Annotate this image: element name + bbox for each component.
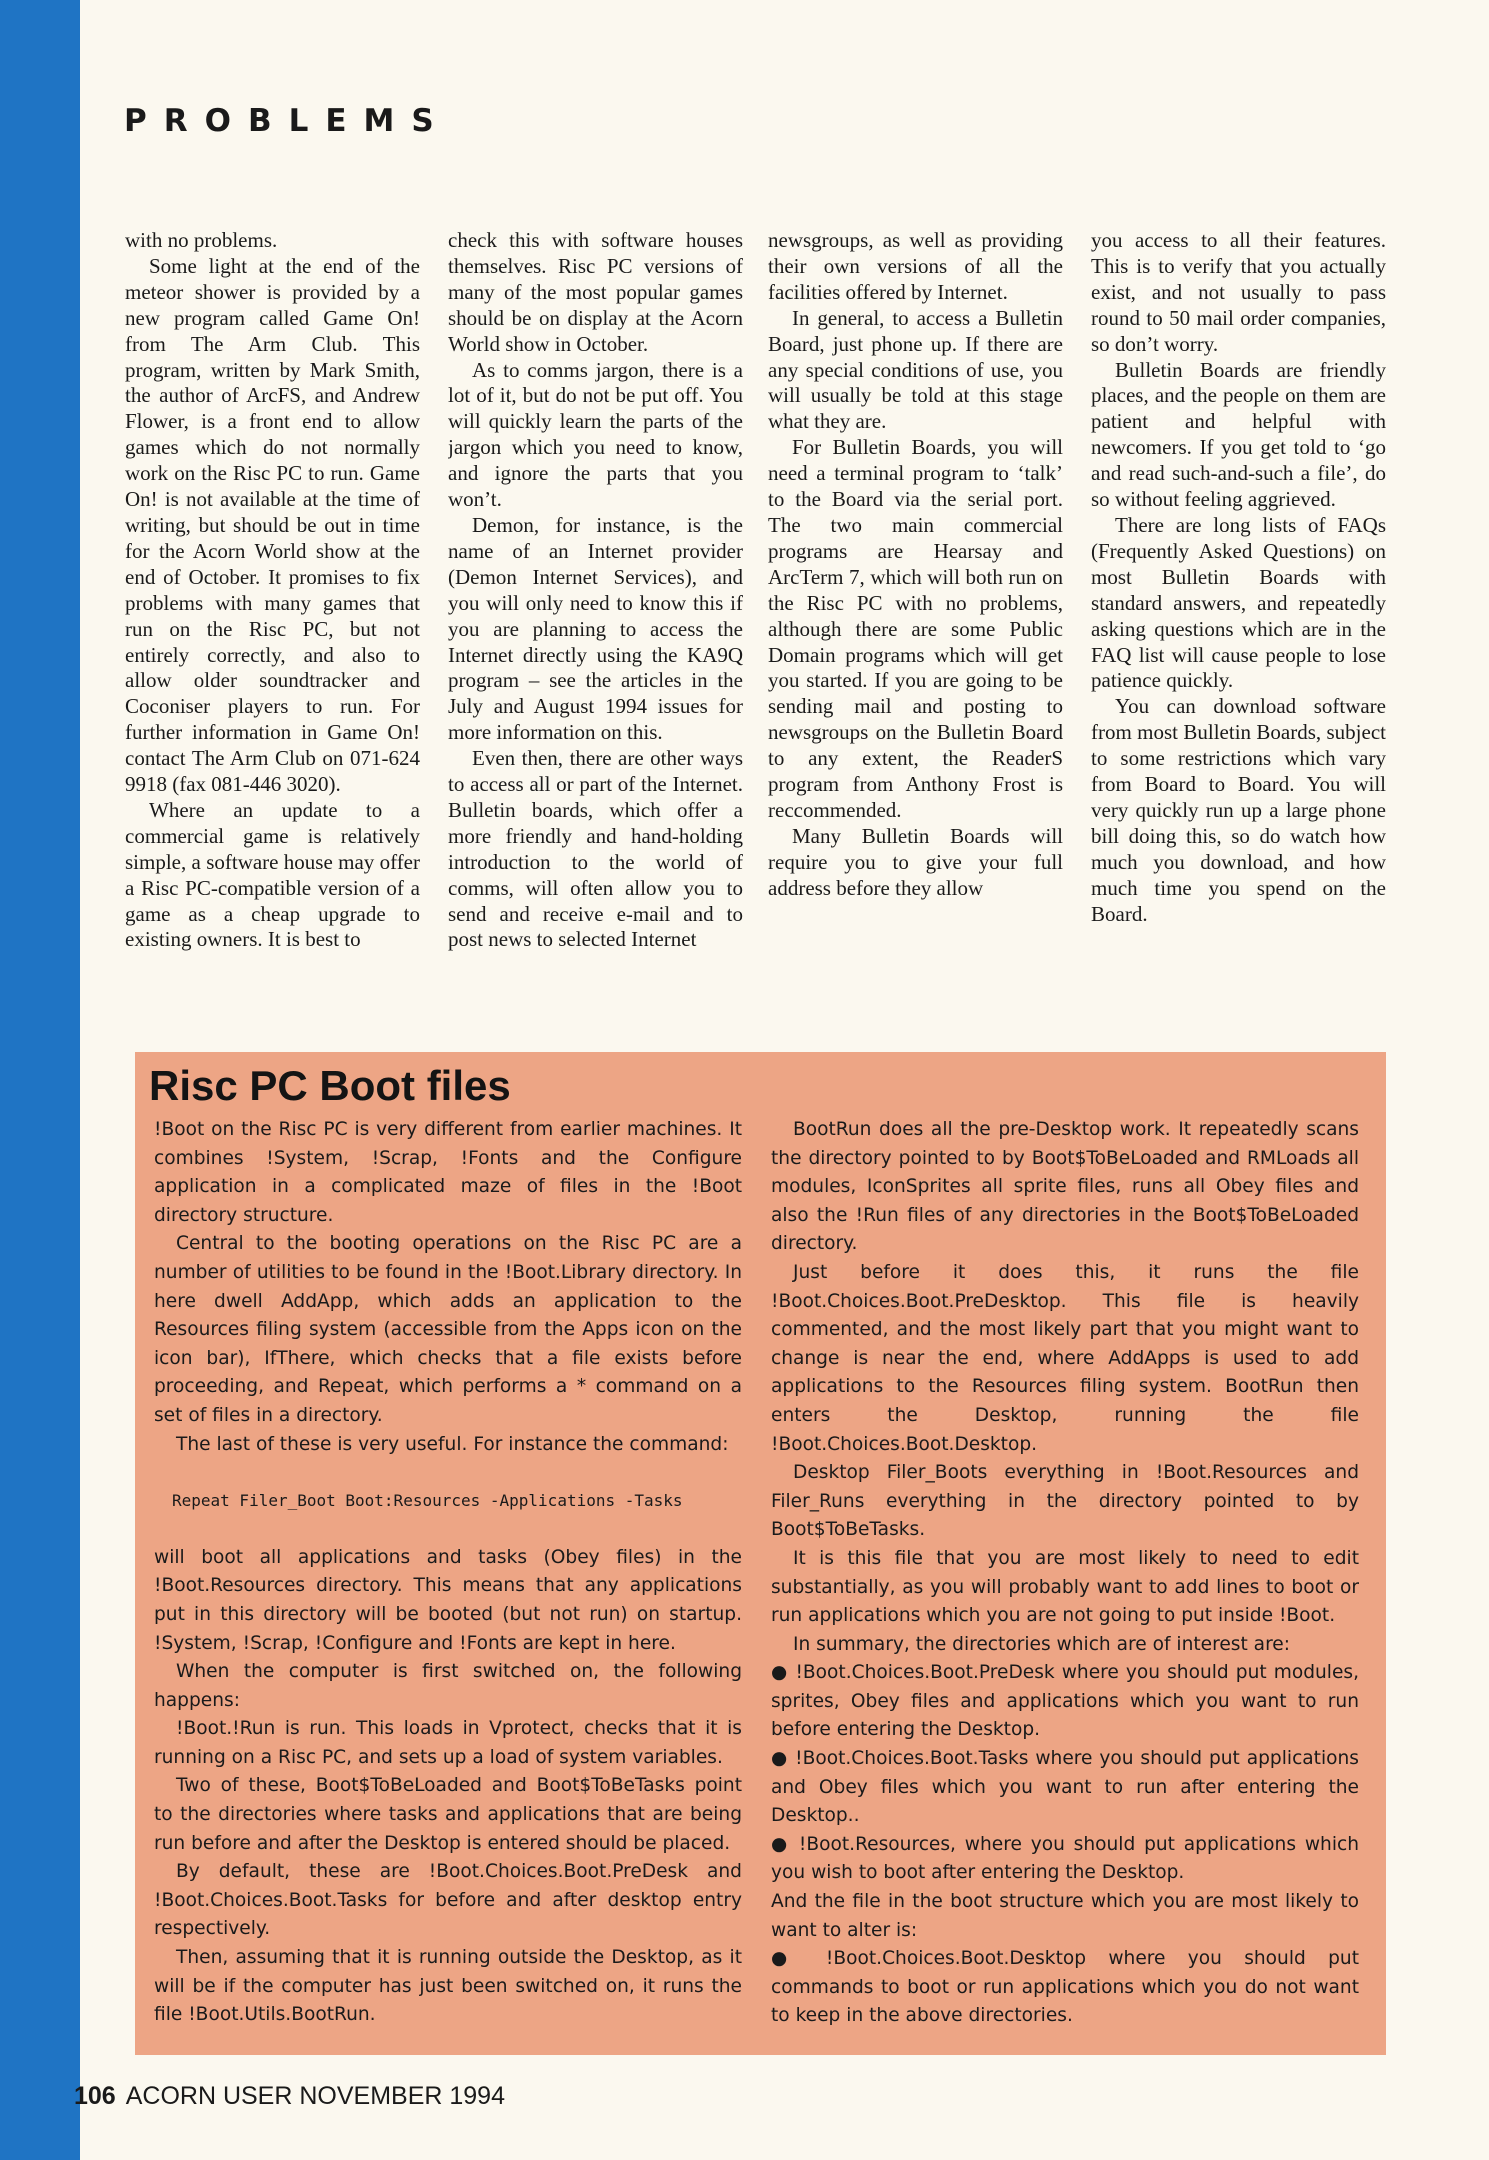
paragraph: By default, these are !Boot.Choices.Boot.PreDesk and !Boot.Choices.Boot.Tasks for before and after desktop entry respectively.: [154, 1861, 742, 1940]
paragraph: In general, to access a Bulletin Board, just phone up. If there are any special conditions of use, you will usually be told at this stage what they are.: [768, 305, 1063, 434]
paragraph: Bulletin Boards are friendly places, and the people on them are patient and helpful with newcomers. If you get told to ‘go and read such-and-such a file’, do so without feeling aggrieved.: [1091, 357, 1386, 512]
bullet-item: ● !Boot.Choices.Boot.Tasks where you should put applications and Obey files which you want to run after entering the Desktop..: [771, 1748, 1359, 1827]
page-edge-bar: [0, 0, 80, 2160]
paragraph: Many Bulletin Boards will require you to give your full address before they allow: [768, 823, 1063, 900]
paragraph: check this with software houses themselves. Risc PC versions of many of the most popular games should be on display at the Acorn World show in October.: [448, 228, 743, 356]
paragraph: !Boot.!Run is run. This loads in Vprotect, checks that it is running on a Risc PC, and sets up a load of system variables.: [154, 1718, 742, 1768]
bullet-item: ● !Boot.Resources, where you should put applications which you wish to boot after entering the Desktop.: [771, 1833, 1359, 1884]
paragraph: It is this file that you are most likely to need to edit substantially, as you will probably want to add lines to boot or run applications which you are not going to put inside !Boot.: [771, 1547, 1359, 1627]
code-example: Repeat Filer_Boot Boot:Resources -Applications -Tasks: [172, 1491, 683, 1511]
paragraph: In summary, the directories which are of interest are:: [793, 1633, 1291, 1655]
publication-line: ACORN USER NOVEMBER 1994: [125, 2082, 505, 2110]
paragraph: Where an update to a commercial game is relatively simple, a software house may offer a Risc PC-compatible version of a game as a cheap upgrade to existing owners. It is best to: [125, 797, 420, 952]
boot-files-boxout: [135, 1052, 1386, 2055]
paragraph: newsgroups, as well as providing their own versions of all the facilities offered by Internet.: [768, 228, 1063, 304]
paragraph: BootRun does all the pre-Desktop work. It repeatedly scans the directory pointed to by Boot$ToBeLoaded and RMLoads all modules, IconSprites all sprite files, runs all Obey files and also the !Run files of any directories in the Boot$ToBeLoaded directory.: [771, 1119, 1359, 1255]
article-column-4: [1091, 228, 1386, 1028]
paragraph: Central to the booting operations on the Risc PC are a number of utilities to be found in the !Boot.Library directory. In here dwell AddApp, which adds an application to the Resources filing system (accessible from the Apps icon on the icon bar), IfThere, which checks that a file exists before proceeding, and Repeat, which performs a * command on a set of files in a directory.: [154, 1233, 742, 1426]
paragraph: Even then, there are other ways to access all or part of the Internet. Bulletin boards, which offer a more friendly and hand-holding introduction to the world of comms, will often allow you to send and receive e-mail and to post news to selected Internet: [448, 746, 743, 952]
paragraph: will boot all applications and tasks (Obey files) in the !Boot.Resources directory. This means that any applications put in this directory will be booted (but not run) on startup. !System, !Scrap, !Configure and !Fonts are kept in here.: [154, 1546, 742, 1654]
paragraph: The last of these is very useful. For instance the command:: [176, 1433, 729, 1455]
paragraph: Just before it does this, it runs the file !Boot.Choices.Boot.PreDesktop. This file is heavily commented, and the most likely part that you might want to change is near the end, where AddApps is used to add applications to the Resources filing system. BootRun then enters the Desktop, running the file !Boot.Choices.Boot.Desktop.: [771, 1261, 1359, 1455]
paragraph: Desktop Filer_Boots everything in !Boot.Resources and Filer_Runs everything in the directory pointed to by Boot$ToBeTasks.: [771, 1462, 1359, 1541]
section-title: PROBLEMS: [124, 103, 451, 139]
paragraph: !Boot on the Risc PC is very different from earlier machines. It combines !System, !Scrap, !Fonts and the Configure application in a complicated maze of files in the !Boot directory structure.: [154, 1119, 742, 1226]
article-column-2: [448, 228, 743, 1028]
article-column-3: [768, 228, 1063, 1028]
boxout-column-left: [154, 1116, 742, 2046]
paragraph: You can download software from most Bulletin Boards, subject to some restrictions which vary from Board to Board. You will very quickly run up a large phone bill doing this, so do watch how much you download, and how much time you spend on the Board.: [1091, 694, 1386, 926]
paragraph: When the computer is first switched on, the following happens:: [154, 1661, 742, 1711]
page-footer: [74, 2082, 505, 2111]
paragraph: As to comms jargon, there is a lot of it, but do not be put off. You will quickly learn the parts of the jargon which you need to know, and ignore the parts that you won’t.: [448, 357, 743, 512]
boxout-column-right: [771, 1116, 1359, 2046]
bullet-item: ● !Boot.Choices.Boot.Desktop where you should put commands to boot or run applications which you do not want to keep in the above directories.: [771, 1948, 1359, 2027]
paragraph: Then, assuming that it is running outside the Desktop, as it will be if the computer has just been switched on, it runs the file !Boot.Utils.BootRun.: [154, 1947, 742, 2026]
paragraph: Two of these, Boot$ToBeLoaded and Boot$ToBeTasks point to the directories where tasks and applications that are being run before and after the Desktop is entered should be placed.: [154, 1775, 742, 1854]
paragraph: with no problems.: [125, 228, 278, 252]
paragraph: And the file in the boot structure which you are most likely to want to alter is:: [771, 1891, 1359, 1941]
paragraph: Demon, for instance, is the name of an Internet provider (Demon Internet Services), and you will only need to know this if you are planning to access the Internet directly using the KA9Q program – see the articles in the July and August 1994 issues for more information on this.: [448, 512, 743, 745]
paragraph: For Bulletin Boards, you will need a terminal program to ‘talk’ to the Board via the serial port. The two main commercial programs are Hearsay and ArcTerm 7, which will both run on the Risc PC with no problems, although there are some Public Domain programs which will get you started. If you are going to be sending mail and posting to newsgroups on the Bulletin Board to any extent, the ReaderS program from Anthony Frost is reccommended.: [768, 435, 1063, 822]
paragraph: Some light at the end of the meteor shower is provided by a new program called Game On! from The Arm Club. This program, written by Mark Smith, the author of ArcFS, and Andrew Flower, is a front end to allow games which do not normally work on the Risc PC to run. Game On! is not available at the time of writing, but should be out in time for the Acorn World show at the end of October. It promises to fix problems with many games that run on the Risc PC, but not entirely correctly, and also to allow older soundtracker and Coconiser players to run. For further information in Game On! contact The Arm Club on 071-624 9918 (fax 081-446 3020).: [125, 253, 420, 797]
paragraph: you access to all their features. This is to verify that you actually exist, and not usually to pass round to 50 mail order companies, so don’t worry.: [1091, 228, 1386, 356]
paragraph: There are long lists of FAQs (Frequently Asked Questions) on most Bulletin Boards with standard answers, and repeatedly asking questions which are in the FAQ list will cause people to lose patience quickly.: [1091, 512, 1386, 693]
page-number: 106: [74, 2082, 116, 2110]
article-column-1: [125, 228, 420, 1028]
boxout-title: Risc PC Boot files: [149, 1062, 511, 1109]
bullet-item: ● !Boot.Choices.Boot.PreDesk where you should put modules, sprites, Obey files and applications which you want to run before entering the Desktop.: [771, 1662, 1359, 1741]
